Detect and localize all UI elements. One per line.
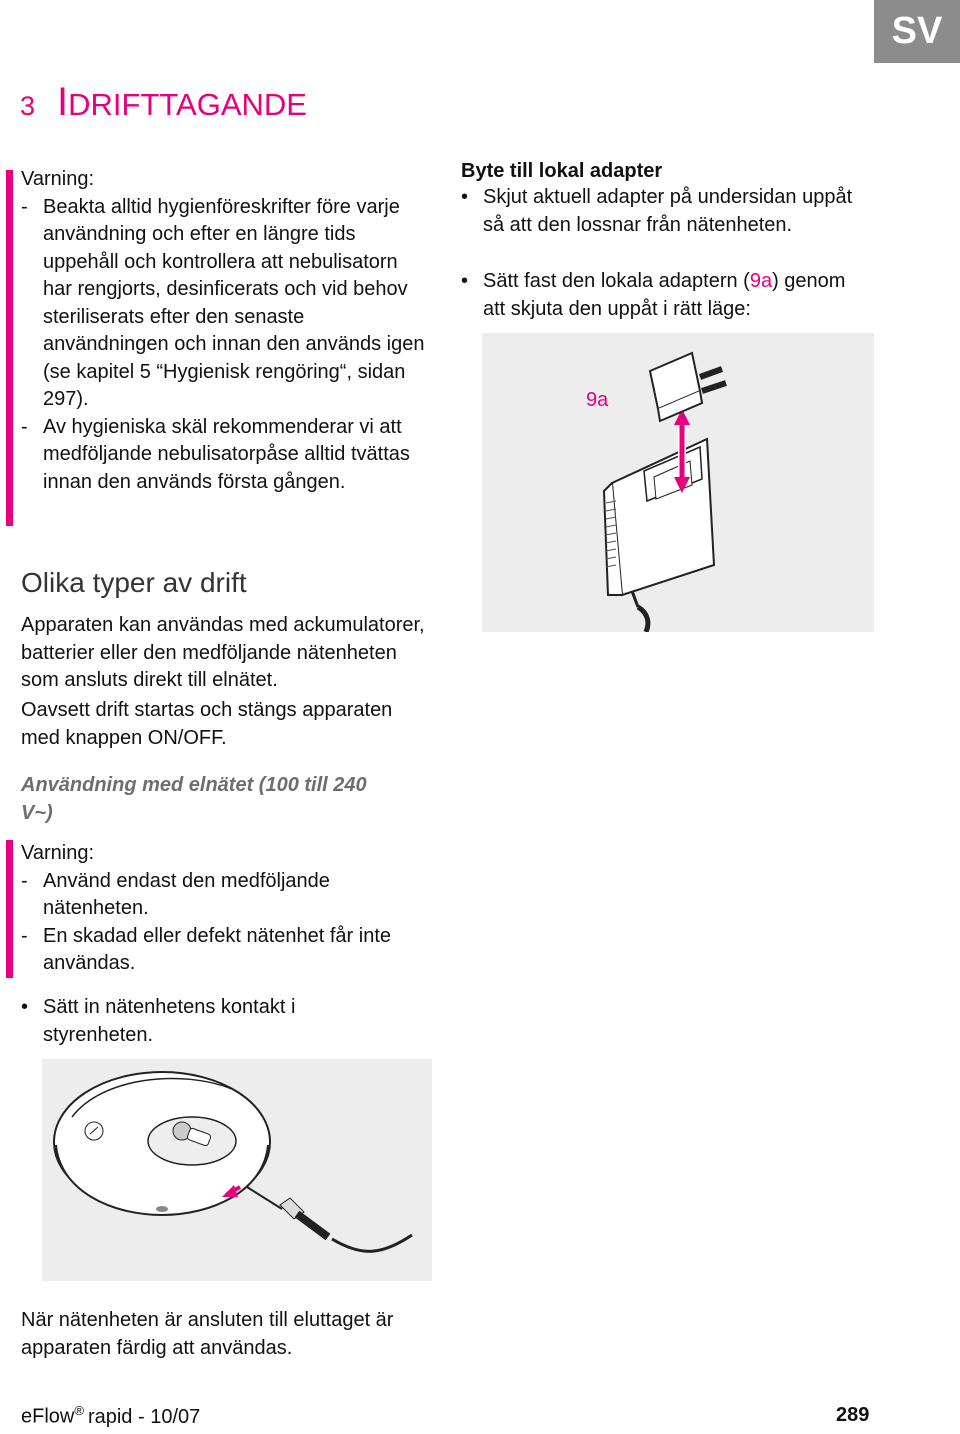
warning-item: - Av hygieniska skäl rekommenderar vi att medföljande nebulisatorpåse alltid tvättas innan den används första gången.	[21, 415, 410, 493]
warning-box-mains	[21, 840, 436, 978]
page-number: 289	[836, 1404, 870, 1426]
adapter-step-1: • Skjut aktuell adapter på undersidan uppåt så att den lossnar från nätenheten.	[461, 186, 853, 236]
mains-heading: Användning med elnätet (100 till 240 V~)	[21, 774, 367, 824]
chapter-title-initial: I	[57, 80, 69, 124]
adapter-ref: 9a	[749, 270, 773, 292]
chapter-title-rest: DRIFTTAGANDE	[68, 87, 307, 122]
warning-bar	[6, 170, 13, 526]
bullet: •	[461, 270, 469, 292]
adapter-figure	[482, 333, 874, 632]
adapter-illustration	[482, 333, 874, 632]
bullet: •	[21, 996, 29, 1018]
footer-product: eFlow® rapid - 10/07	[21, 1403, 201, 1428]
adapter-heading: Byte till lokal adapter	[461, 160, 663, 182]
warning-item: - En skadad eller defekt nätenhet får inte användas.	[21, 924, 392, 974]
adapter-step-2: • Sätt fast den lokala adaptern (9a) genom att skjuta den uppåt i rätt läge:	[461, 270, 846, 320]
device-illustration	[42, 1059, 432, 1281]
step-connect: • Sätt in nätenhetens kontakt i styrenheten.	[21, 996, 296, 1046]
chapter-number: 3	[20, 91, 36, 121]
after-connect-text: När nätenheten är ansluten till eluttaget är apparaten färdig att användas.	[21, 1309, 394, 1359]
warning-item: - Beakta alltid hygienföreskrifter före varje användning och efter en längre tids uppehåll och kontrollera att nebulisatorn har rengjorts, desinficerats och vid behov steriliserats efter den senaste användningen och innan den används igen (se kapitel 5 “Hygienisk rengöring“, sidan 297).	[21, 195, 425, 410]
warning-title: Varning:	[21, 842, 95, 864]
section-heading: Olika typer av drift	[21, 567, 247, 598]
bullet: •	[461, 186, 469, 208]
warning-bar	[6, 840, 13, 978]
chapter-title	[20, 80, 307, 128]
device-figure	[42, 1059, 432, 1281]
section-paragraph-2: Oavsett drift startas och stängs apparaten med knappen ON/OFF.	[21, 699, 393, 749]
language-badge: SV	[874, 0, 960, 63]
warning-box	[21, 166, 431, 496]
figure-label-9a: 9a	[586, 389, 609, 411]
warning-title: Varning:	[21, 168, 95, 190]
warning-item: - Använd endast den medföljande nätenheten.	[21, 869, 330, 919]
section-paragraph-1: Apparaten kan användas med ackumulatorer, batterier eller den medföljande nätenheten som ansluts direkt till elnätet.	[21, 614, 425, 691]
